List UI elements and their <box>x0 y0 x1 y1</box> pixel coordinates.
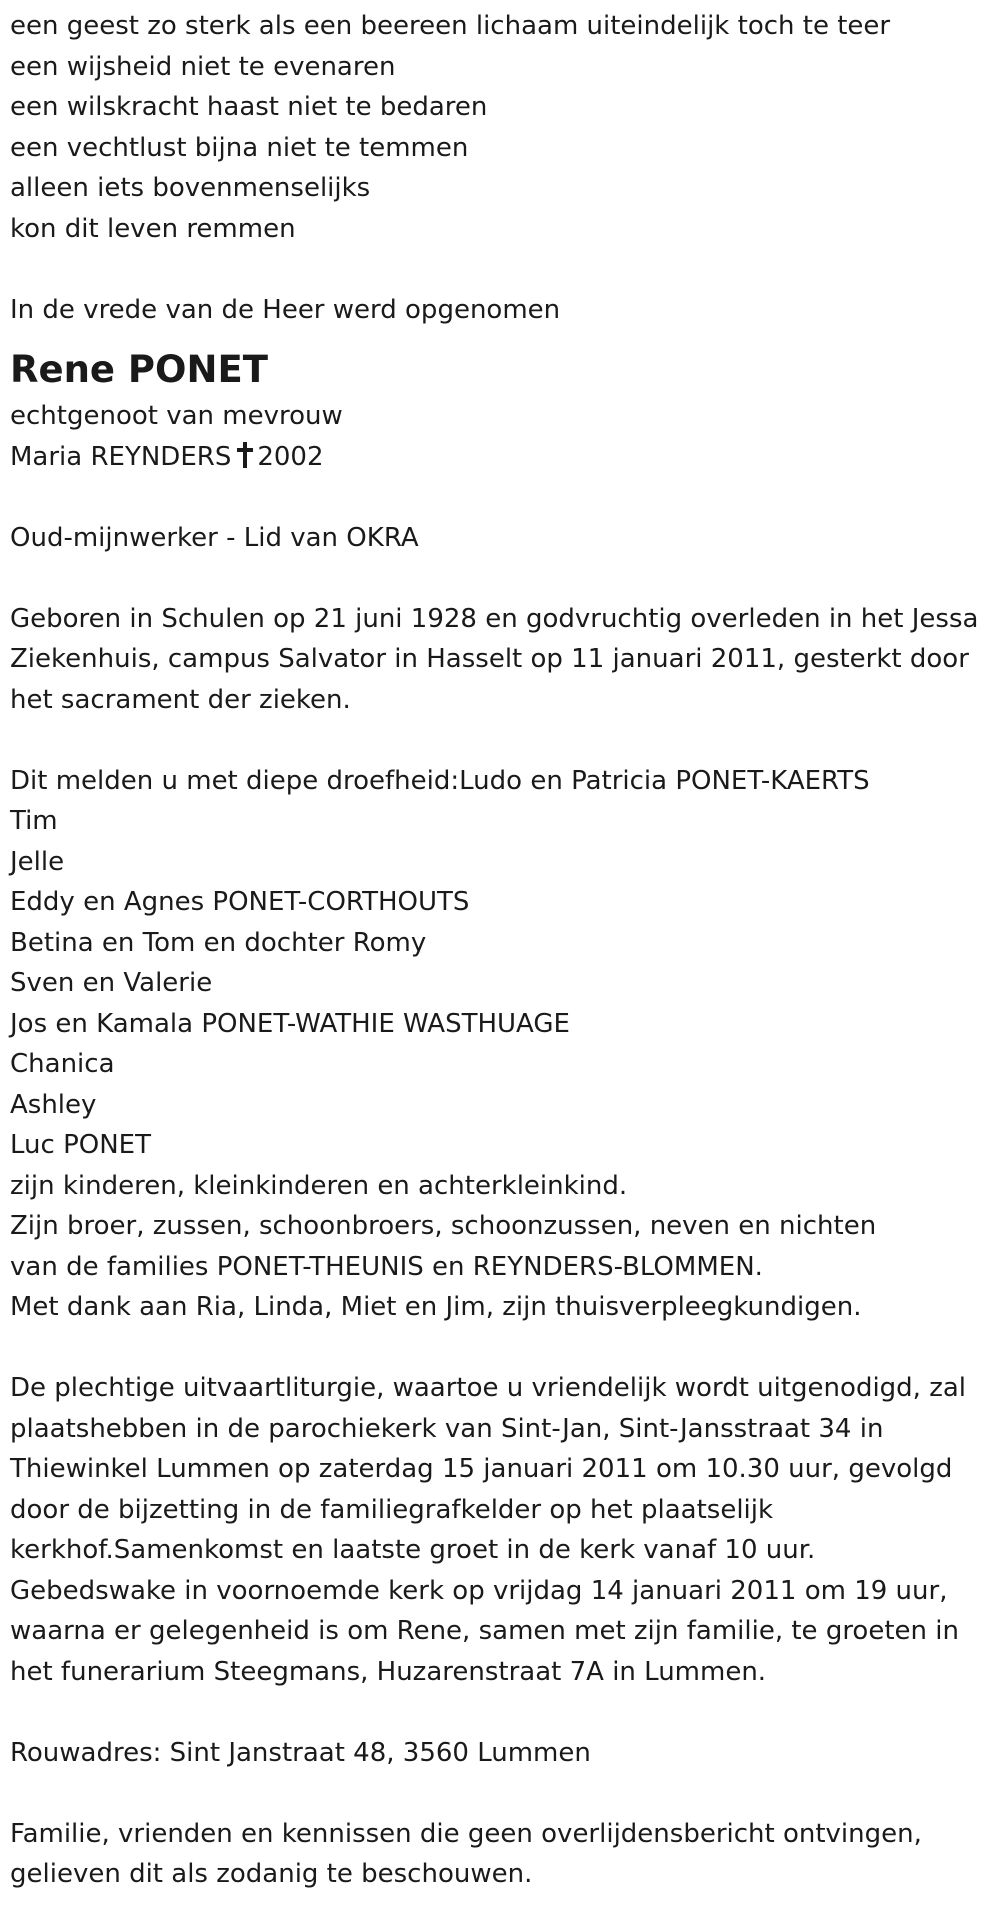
family-line: Chanica <box>10 1049 115 1079</box>
paragraph-line: het funerarium Steegmans, Huzarenstraat 7A in Lummen. <box>10 1656 767 1687</box>
paragraph-line: het sacrament der zieken. <box>10 684 351 715</box>
paragraph-line: plaatshebben in de parochiekerk van Sint-Jan, Sint-Jansstraat 34 in <box>10 1413 884 1444</box>
cross-icon <box>237 442 253 468</box>
paragraph-line: kerkhof.Samenkomst en laatste groet in de kerk vanaf 10 uur. <box>10 1535 816 1565</box>
family-line: Jelle <box>10 846 65 877</box>
poem-line: een wijsheid niet te evenaren <box>10 51 396 82</box>
birth-death-paragraph <box>10 599 979 721</box>
paragraph-line: De plechtige uitvaartliturgie, waartoe u vriendelijk wordt uitgenodigd, zal <box>10 1373 967 1403</box>
paragraph-line: Familie, vrienden en kennissen die geen overlijdensbericht ontvingen, <box>10 1818 922 1849</box>
family-line: Met dank aan Ria, Linda, Miet en Jim, zijn thuisverpleegkundigen. <box>10 1292 862 1322</box>
spacer <box>10 477 970 518</box>
paragraph-line: gelieven dit als zodanig te beschouwen. <box>10 1859 533 1889</box>
spacer <box>10 720 970 761</box>
paragraph-line: Thiewinkel Lummen op zaterdag 15 januari 2011 om 10.30 uur, gevolgd <box>10 1454 953 1484</box>
spacer <box>10 1328 970 1369</box>
paragraph-line: door de bijzetting in de familiegrafkelder op het plaatselijk <box>10 1494 774 1525</box>
paragraph-line: waarna er gelegenheid is om Rene, samen met zijn familie, te groeten in <box>10 1616 959 1646</box>
family-line: zijn kinderen, kleinkinderen en achterkleinkind. <box>10 1170 628 1201</box>
family-line: Betina en Tom en dochter Romy <box>10 927 427 958</box>
poem <box>10 6 970 249</box>
mourning-address: Rouwadres: Sint Janstraat 48, 3560 Lummen <box>10 1737 591 1768</box>
family-line: Tim <box>10 806 58 836</box>
family-line: Ashley <box>10 1089 97 1120</box>
family-list <box>10 761 970 1328</box>
spacer <box>10 1692 970 1733</box>
family-line: Sven en Valerie <box>10 968 213 998</box>
poem-line: alleen iets bovenmenselijks <box>10 173 371 203</box>
family-line: van de families PONET-THEUNIS en REYNDERS-BLOMMEN. <box>10 1251 763 1282</box>
poem-line: een geest zo sterk als een beereen lichaam uiteindelijk toch te teer <box>10 11 891 41</box>
paragraph-line: Gebedswake in voornoemde kerk op vrijdag 14 januari 2011 om 19 uur, <box>10 1575 948 1606</box>
occupation: Oud-mijnwerker - Lid van OKRA <box>10 522 419 553</box>
family-line: Luc PONET <box>10 1130 151 1160</box>
family-line: Eddy en Agnes PONET-CORTHOUTS <box>10 887 470 917</box>
spacer <box>10 1773 970 1814</box>
paragraph-line: Ziekenhuis, campus Salvator in Hasselt op 11 januari 2011, gesterkt door <box>10 644 969 674</box>
intro-text: In de vrede van de Heer werd opgenomen <box>10 294 561 325</box>
family-line: Zijn broer, zussen, schoonbroers, schoonzussen, neven en nichten <box>10 1211 877 1241</box>
funeral-paragraph <box>10 1368 970 1692</box>
family-line: Dit melden u met diepe droefheid:Ludo en Patricia PONET-KAERTS <box>10 765 870 796</box>
family-line: Jos en Kamala PONET-WATHIE WASTHUAGE <box>10 1008 570 1039</box>
spouse-death-year: 2002 <box>257 441 324 472</box>
poem-line: een wilskracht haast niet te bedaren <box>10 92 488 122</box>
paragraph-line: Geboren in Schulen op 21 juni 1928 en godvruchtig overleden in het Jessa <box>10 603 979 634</box>
deceased-name: Rene PONET <box>10 348 268 391</box>
spacer <box>10 558 970 599</box>
closing-paragraph <box>10 1814 970 1895</box>
spouse-label: echtgenoot van mevrouw <box>10 401 343 431</box>
poem-line: een vechtlust bijna niet te temmen <box>10 132 469 163</box>
spacer <box>10 249 970 290</box>
spouse-line <box>10 437 970 478</box>
spouse-name: Maria REYNDERS <box>10 441 232 472</box>
poem-line: kon dit leven remmen <box>10 213 296 244</box>
